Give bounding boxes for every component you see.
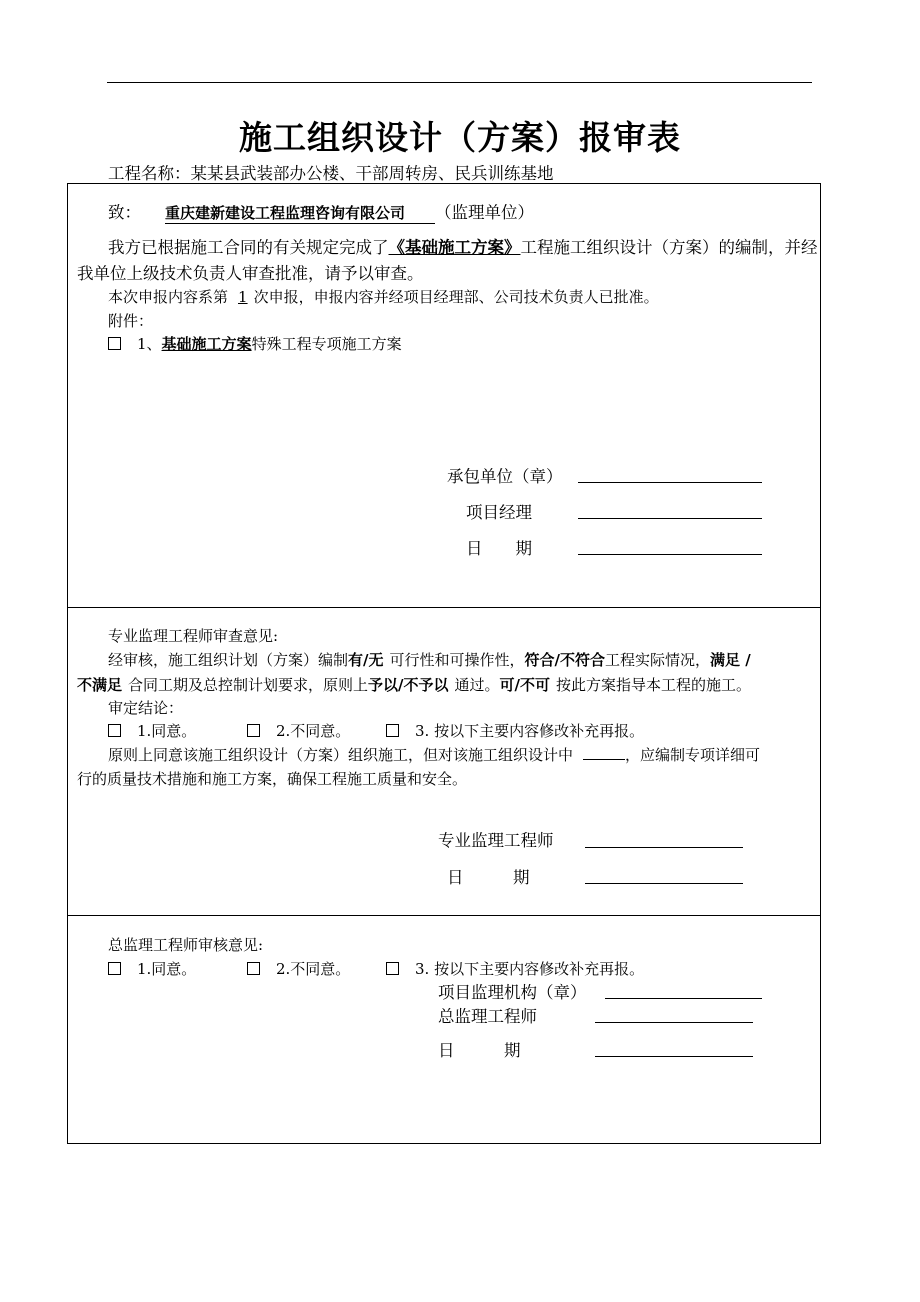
conclusion-option-3 [386,720,644,741]
attachment-checkbox[interactable] [108,337,121,350]
option-satisfy: 满足 / [710,651,751,669]
note-line-1 [108,744,760,765]
chief-checkbox-2[interactable] [247,962,260,975]
section-divider-2 [67,915,821,916]
conclusion-option-2 [247,720,350,741]
pm-signature-line[interactable] [578,518,762,519]
para1-text-a: 我方已根据施工合同的有关规定完成了 [108,238,389,257]
submit-text-a: 本次申报内容系第 [108,288,229,306]
review-text-f2: 按此方案指导本工程的施工。 [556,676,752,694]
chief-option-1 [108,958,196,979]
conclusion-option-3-label: 3. 按以下主要内容修改补充再报。 [415,722,645,740]
chief-option-3-label: 3. 按以下主要内容修改补充再报。 [415,960,645,978]
conclusion-option-1-label: 1.同意。 [137,722,197,740]
review-text-d2: 通过。 [454,676,500,694]
conclusion-option-2-label: 2.不同意。 [276,722,351,740]
review-text-e: 工程实际情况， [605,651,711,669]
review-heading: 专业监理工程师审查意见: [108,627,279,645]
chief-checkbox-1[interactable] [108,962,121,975]
contractor-label: 承包单位（章） [447,467,563,486]
option-can: 可/不可 [499,676,551,694]
conclusion-checkbox-2[interactable] [247,724,260,737]
chief-heading: 总监理工程师审核意见: [108,936,264,954]
to-label: 致： [108,203,141,222]
attachment-label: 附件： [108,312,154,330]
plan-name: 《基础施工方案》 [388,238,521,257]
submission-line [108,286,659,307]
chief-option-3 [386,958,644,979]
conclusion-label: 审定结论： [108,699,184,717]
header-rule [107,82,812,83]
date-line-3[interactable] [595,1056,753,1057]
review-text-c: 可行性和可操作性， [389,651,525,669]
project-label: 工程名称： [108,164,191,183]
chief-signature-line[interactable] [595,1022,753,1023]
note-text-a: 原则上同意该施工组织设计（方案）组织施工，但对该施工组织设计中 [108,746,574,764]
supervisor-company: 重庆建新建设工程监理咨询有限公司 [165,202,435,224]
note-line-2: 行的质量技术措施和施工方案，确保工程施工质量和安全。 [77,770,468,788]
project-name-line [108,160,554,184]
note-blank[interactable] [583,745,625,760]
note-text-b: ，应编制专项详细可 [625,746,761,764]
date-line-1[interactable] [578,554,762,555]
review-line-1 [108,649,751,670]
pm-label: 项目经理 [466,503,532,522]
option-have-none: 有/无 [348,651,384,669]
chief-option-2-label: 2.不同意。 [276,960,351,978]
chief-label: 总监理工程师 [438,1007,537,1026]
supervisor-suffix: （监理单位） [435,203,535,222]
review-text-b2: 合同工期及总控制计划要求，原则上 [128,676,369,694]
date-line-2[interactable] [585,883,743,884]
chief-checkbox-3[interactable] [386,962,399,975]
submit-count: 1 [238,288,248,306]
date-label-1: 日 期 [466,539,532,558]
engineer-signature-line[interactable] [585,847,743,848]
option-approve: 予以/不予以 [368,676,449,694]
conclusion-checkbox-3[interactable] [386,724,399,737]
org-label: 项目监理机构（章） [438,983,587,1002]
section-divider-1 [67,607,821,608]
date-label-3: 日 期 [438,1041,521,1060]
date-label-2: 日 期 [447,868,530,887]
conclusion-option-1 [108,720,196,741]
attachment-rest: 特殊工程专项施工方案 [251,335,402,353]
conclusion-checkbox-1[interactable] [108,724,121,737]
paragraph-1-line-1 [108,234,818,258]
org-signature-line[interactable] [605,998,762,999]
contractor-signature-line[interactable] [578,482,762,483]
option-comply: 符合/不符合 [524,651,605,669]
chief-option-1-label: 1.同意。 [137,960,197,978]
attachment-number: 1、 [137,335,162,353]
engineer-label: 专业监理工程师 [438,831,554,850]
review-line-2 [77,674,751,695]
project-name: 某某县武装部办公楼、干部周转房、民兵训练基地 [190,164,554,183]
submit-text-b: 次申报，申报内容并经项目经理部、公司技术负责人已批准。 [253,288,659,306]
paragraph-1-line-2: 我单位上级技术负责人审查批准，请予以审查。 [77,264,424,283]
attachment-item [108,333,402,354]
chief-option-2 [247,958,350,979]
para1-text-b: 工程施工组织设计（方案）的编制，并经 [520,238,818,257]
addressee-line [108,199,534,224]
review-text-a: 经审核，施工组织计划（方案）编制 [108,651,349,669]
attachment-name: 基础施工方案 [161,335,252,353]
page-title: 施工组织设计（方案）报审表 [239,118,681,157]
option-not-satisfy: 不满足 [77,676,123,694]
